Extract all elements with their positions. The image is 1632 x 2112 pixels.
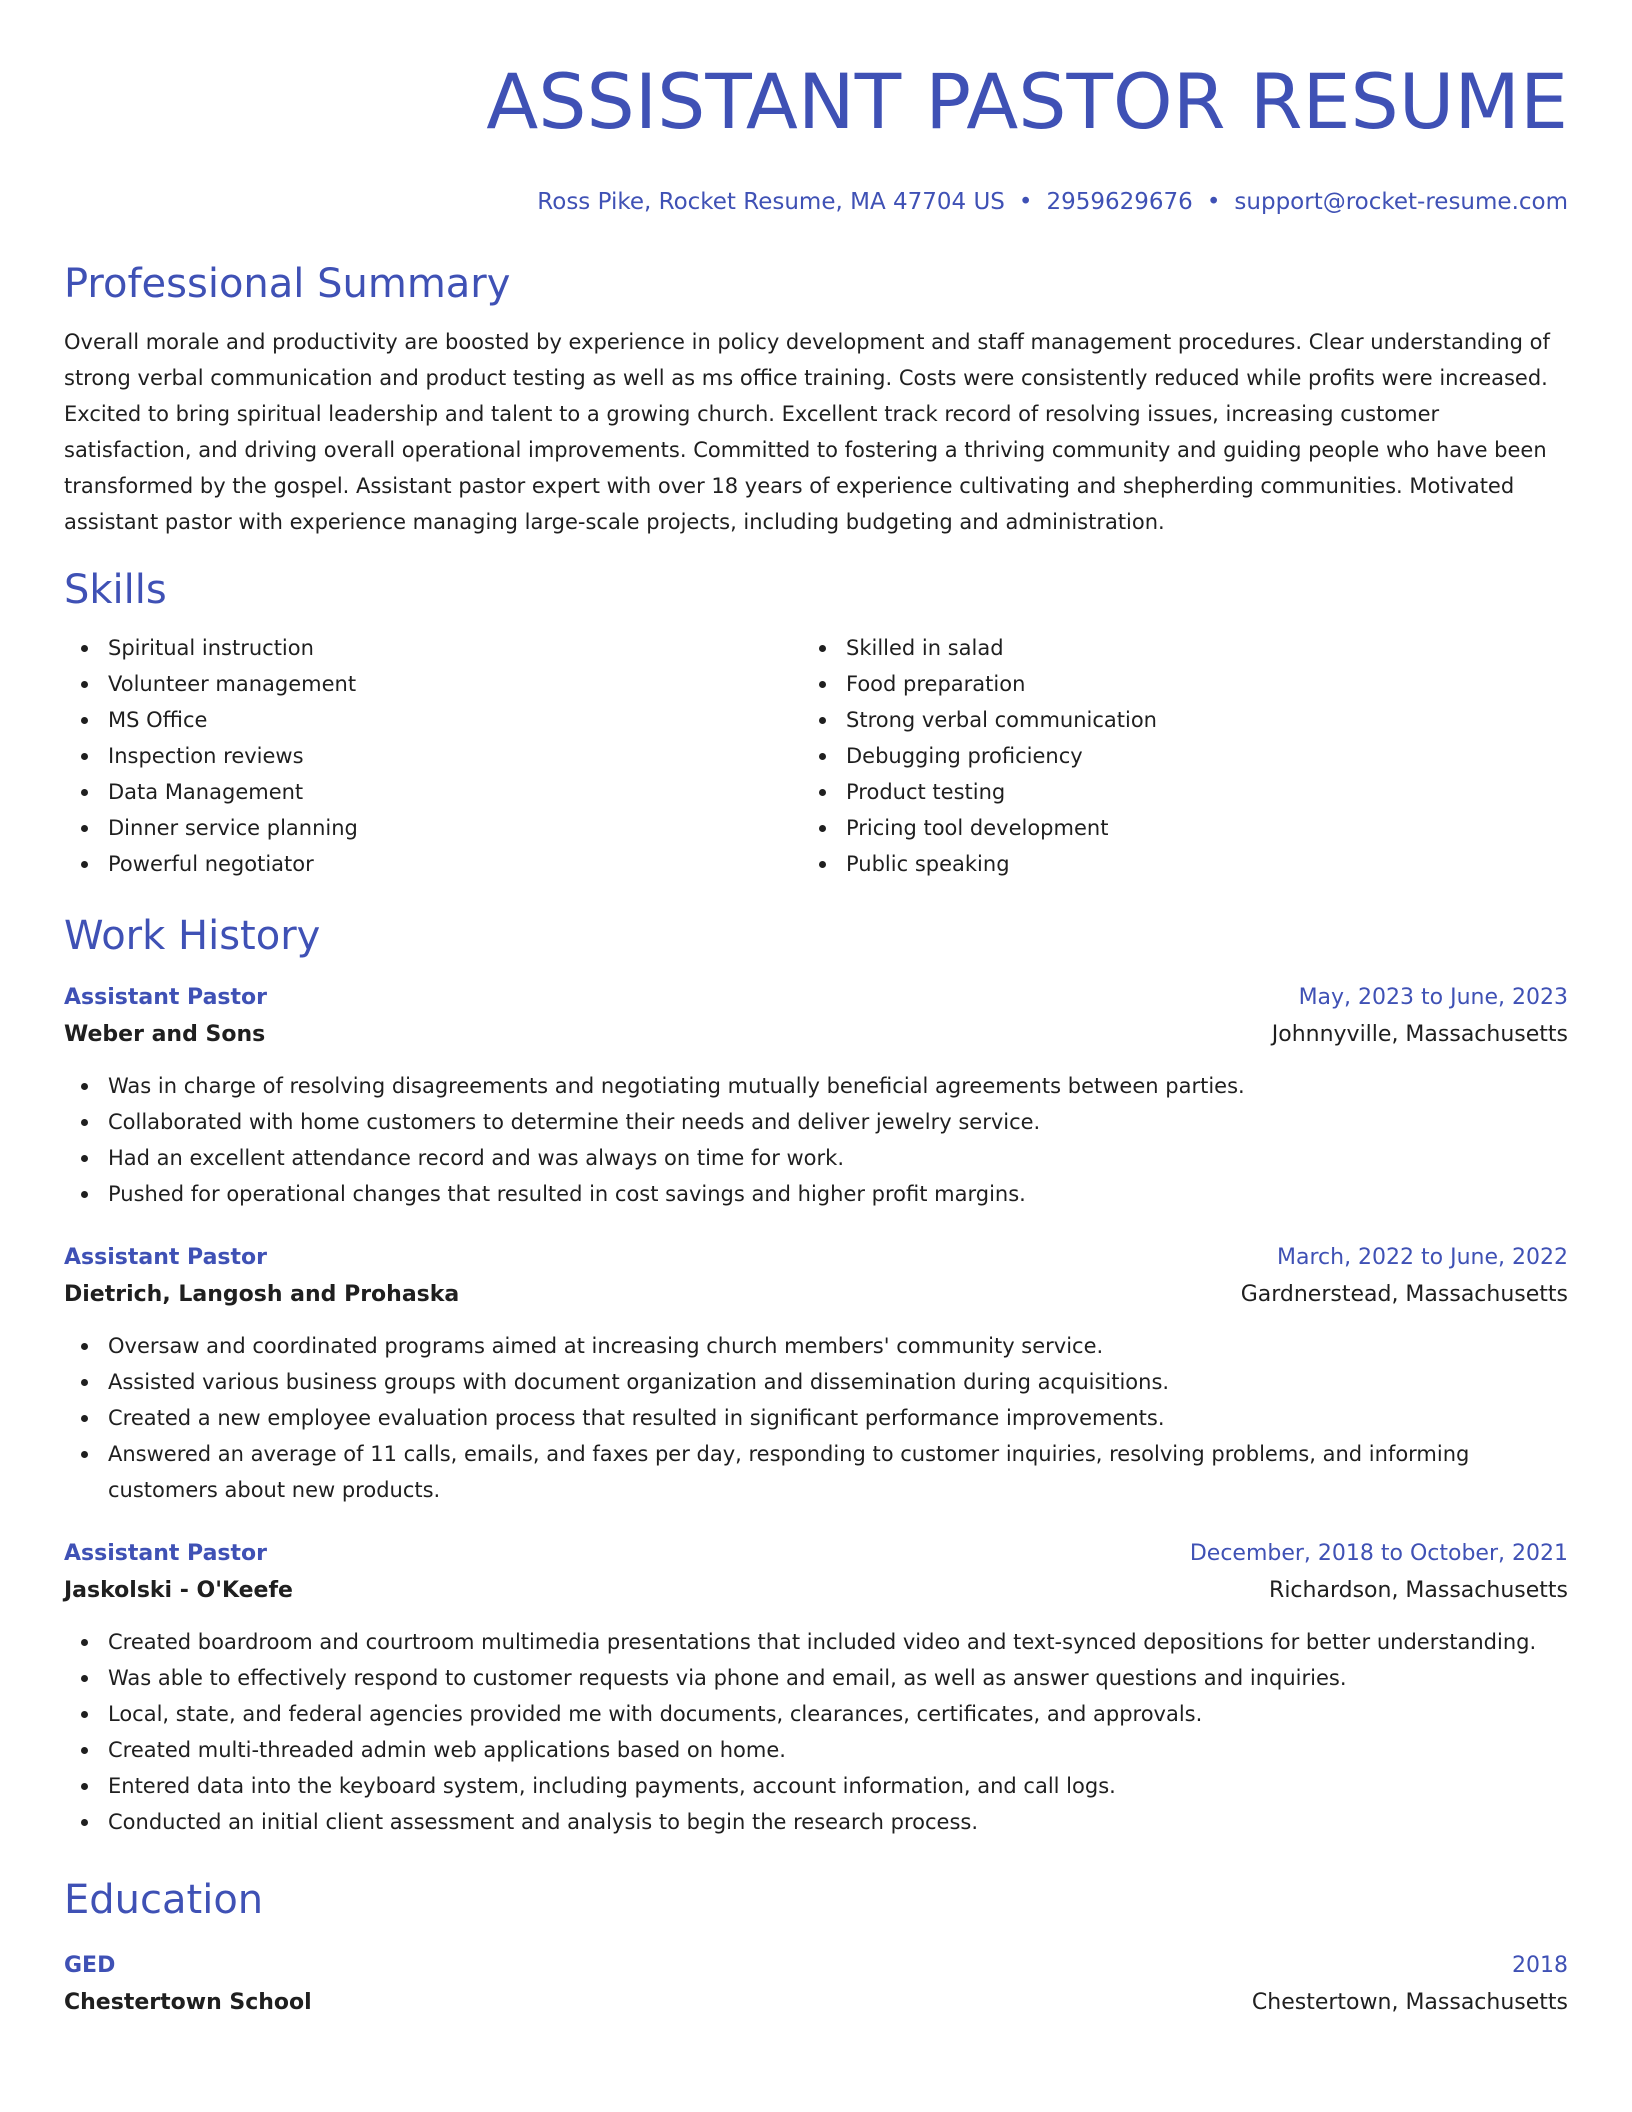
- contact-phone: 2959629676: [1046, 189, 1193, 215]
- skill-item: Powerful negotiator: [64, 846, 802, 882]
- job-title: Assistant Pastor: [64, 985, 268, 1010]
- job-bullet: Was able to effectively respond to customer requests via phone and email, as well as answer questions and inquiries.: [64, 1660, 1568, 1696]
- job-title: Assistant Pastor: [64, 1541, 268, 1566]
- section-heading-work-history: Work History: [64, 913, 321, 959]
- education-entry: [64, 1948, 1568, 2022]
- job-header-row: [64, 980, 1568, 1016]
- contact-separator: •: [1206, 189, 1221, 215]
- job-dates: March, 2022 to June, 2022: [1277, 1245, 1568, 1270]
- education-location: Chestertown, Massachusetts: [1251, 1990, 1568, 2015]
- job-header-row: [64, 1536, 1568, 1572]
- job-bullet: Had an excellent attendance record and was always on time for work.: [64, 1140, 1568, 1176]
- job-company: Weber and Sons: [64, 1022, 266, 1047]
- contact-separator: •: [1018, 189, 1033, 215]
- skills-list-left: [64, 630, 802, 882]
- skill-item: Food preparation: [802, 666, 1540, 702]
- skill-item: Public speaking: [802, 846, 1540, 882]
- job-entry: [64, 1536, 1568, 1840]
- job-bullet: Collaborated with home customers to determine their needs and deliver jewelry service.: [64, 1104, 1568, 1140]
- job-bullet: Entered data into the keyboard system, including payments, account information, and call logs.: [64, 1768, 1568, 1804]
- section-heading-professional-summary: Professional Summary: [64, 261, 511, 307]
- job-entry: [64, 980, 1568, 1212]
- education-year: 2018: [1512, 1953, 1568, 1978]
- resume-title: ASSISTANT PASTOR RESUME: [486, 57, 1568, 146]
- skill-item: Volunteer management: [64, 666, 802, 702]
- skill-item: Product testing: [802, 774, 1540, 810]
- job-bullets: [64, 1624, 1568, 1840]
- job-bullet: Answered an average of 11 calls, emails, and faxes per day, responding to customer inquiries, resolving problems, and informing customers about new products.: [64, 1436, 1568, 1508]
- skill-item: Spiritual instruction: [64, 630, 802, 666]
- job-company: Dietrich, Langosh and Prohaska: [64, 1282, 460, 1307]
- job-bullet: Was in charge of resolving disagreements and negotiating mutually beneficial agreements between parties.: [64, 1068, 1568, 1104]
- job-company-row: [64, 1572, 1568, 1610]
- job-bullets: [64, 1328, 1568, 1508]
- job-location: Johnnyville, Massachusetts: [1271, 1022, 1568, 1047]
- job-bullets: [64, 1068, 1568, 1212]
- section-heading-skills: Skills: [64, 567, 167, 613]
- skill-item: Debugging proficiency: [802, 738, 1540, 774]
- job-company-row: [64, 1016, 1568, 1054]
- job-dates: December, 2018 to October, 2021: [1189, 1541, 1568, 1566]
- job-bullet: Created multi-threaded admin web applications based on home.: [64, 1732, 1568, 1768]
- education-header-row: [64, 1948, 1568, 1984]
- education-school: Chestertown School: [64, 1990, 312, 2015]
- skill-item: Data Management: [64, 774, 802, 810]
- job-location: Richardson, Massachusetts: [1269, 1578, 1568, 1603]
- job-company: Jaskolski - O'Keefe: [64, 1578, 293, 1603]
- job-bullet: Assisted various business groups with document organization and dissemination during acquisitions.: [64, 1364, 1568, 1400]
- contact-email: support@rocket-resume.com: [1234, 189, 1568, 215]
- skill-item: Dinner service planning: [64, 810, 802, 846]
- job-bullet: Created a new employee evaluation process that resulted in significant performance improvements.: [64, 1400, 1568, 1436]
- job-company-row: [64, 1276, 1568, 1314]
- skill-item: MS Office: [64, 702, 802, 738]
- job-bullet: Pushed for operational changes that resulted in cost savings and higher profit margins.: [64, 1176, 1568, 1212]
- job-bullet: Local, state, and federal agencies provided me with documents, clearances, certificates, and approvals.: [64, 1696, 1568, 1732]
- skill-item: Pricing tool development: [802, 810, 1540, 846]
- job-entry: [64, 1240, 1568, 1508]
- job-bullet: Created boardroom and courtroom multimedia presentations that included video and text-synced depositions for better understanding.: [64, 1624, 1568, 1660]
- job-header-row: [64, 1240, 1568, 1276]
- skills-grid: [64, 630, 1568, 882]
- skill-item: Skilled in salad: [802, 630, 1540, 666]
- section-heading-education: Education: [64, 1877, 264, 1923]
- education-degree: GED: [64, 1953, 116, 1978]
- skill-item: Inspection reviews: [64, 738, 802, 774]
- job-bullet: Oversaw and coordinated programs aimed at increasing church members' community service.: [64, 1328, 1568, 1364]
- skill-item: Strong verbal communication: [802, 702, 1540, 738]
- contact-address: Ross Pike, Rocket Resume, MA 47704 US: [537, 189, 1005, 215]
- summary-text: Overall morale and productivity are boosted by experience in policy development and staff management procedures. Clear understanding of strong verbal communication and product testing as well as ms office training. Costs were consistently reduced while profits were increased. Excited to bring spiritual leadership and talent to a growing church. Excellent track record of resolving issues, increasing customer satisfaction, and driving overall operational improvements. Committed to fostering a thriving community and guiding people who have been transformed by the gospel. Assistant pastor expert with over 18 years of experience cultivating and shepherding communities. Motivated assistant pastor with experience managing large-scale projects, including budgeting and administration.: [64, 330, 1550, 534]
- job-title: Assistant Pastor: [64, 1245, 268, 1270]
- job-bullet: Conducted an initial client assessment and analysis to begin the research process.: [64, 1804, 1568, 1840]
- skills-list-right: [802, 630, 1540, 882]
- job-dates: May, 2023 to June, 2023: [1298, 985, 1568, 1010]
- contact-line: [64, 186, 1568, 218]
- education-school-row: [64, 1984, 1568, 2022]
- job-location: Gardnerstead, Massachusetts: [1240, 1282, 1568, 1307]
